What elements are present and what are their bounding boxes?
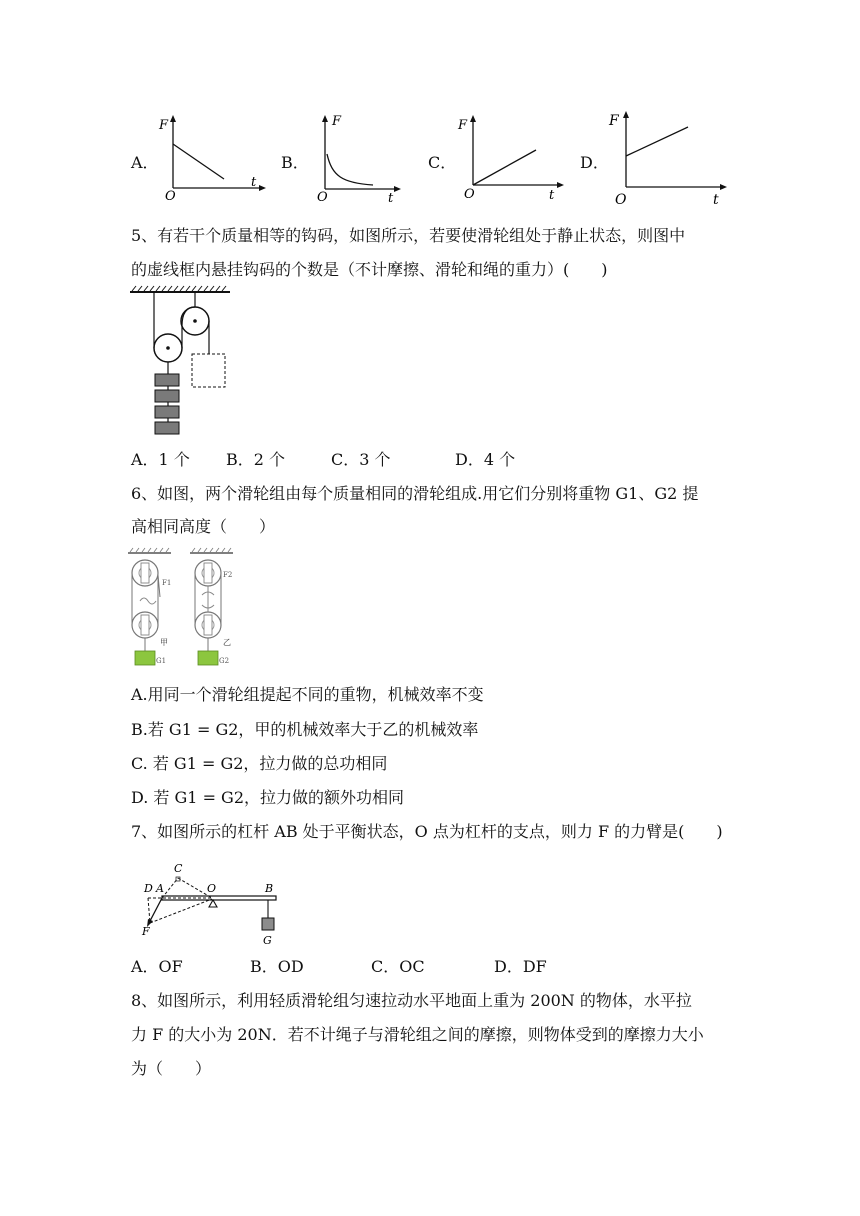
q6-stem-line2: 高相同高度（ ） [131,517,276,536]
q4c-axis-x: t [549,188,555,203]
q4b-axis-y: F [332,114,342,129]
q4-graph-a [155,112,267,204]
q4d-origin: O [615,192,627,206]
q4c-origin: O [464,187,475,202]
q4-option-a-label: A． [131,153,159,172]
q4d-axis-x: t [713,192,719,206]
q4-graph-c [455,112,565,204]
q6-label-yi: 乙 [223,638,231,647]
q6-option-d: D. 若 G1 = G2，拉力做的额外功相同 [131,788,405,807]
q7-label-c: C [174,862,183,875]
q6-stem-line1: 6、如图，两个滑轮组由每个质量相同的滑轮组成.用它们分别将重物 G1、G2 提 [131,484,699,503]
q7-label-g: G [263,934,272,947]
q4a-axis-x: t [251,175,257,190]
q4a-axis-y: F [159,118,169,133]
q6-label-g2: G2 [219,657,230,665]
q7-option-a: A．OF [131,957,183,976]
q5-option-c: C．3 个 [331,450,391,469]
q7-label-f: F [142,925,150,938]
q7-stem-line1: 7、如图所示的杠杆 AB 处于平衡状态，O 点为杠杆的支点，则力 F 的力臂是( ) [131,822,723,841]
q7-option-b: B．OD [250,957,304,976]
q7-lever-figure [138,857,280,949]
q7-label-a: A [156,882,164,895]
q6-option-c: C. 若 G1 = G2，拉力做的总功相同 [131,754,388,773]
q7-option-d: D．DF [494,957,547,976]
q5-option-b: B．2 个 [226,450,286,469]
q4-option-b-label: B． [281,153,309,172]
q4c-axis-y: F [458,118,468,133]
q7-label-o: O [207,882,217,895]
q6-option-b: B.若 G1 = G2，甲的机械效率大于乙的机械效率 [131,720,479,739]
q8-stem-line2: 力 F 的大小为 20N．若不计绳子与滑轮组之间的摩擦，则物体受到的摩擦力大小 [131,1025,704,1044]
q4-graph-b [310,112,402,204]
q5-option-a: A．1 个 [131,450,190,469]
q4-option-d-label: D． [580,153,609,172]
q5-option-d: D．4 个 [455,450,516,469]
q5-stem-line1: 5、有若干个质量相等的钩码，如图所示，若要使滑轮组处于静止状态，则图中 [131,226,686,245]
q6-pulley-figure [126,545,246,669]
q6-label-f2: F2 [223,571,233,579]
q4b-origin: O [317,190,328,204]
q7-label-d: D [144,882,153,895]
q7-label-b: B [265,882,274,895]
q6-label-g1: G1 [156,657,167,665]
q5-stem-line2: 的虚线框内悬挂钩码的个数是（不计摩擦、滑轮和绳的重力）( ) [131,260,608,279]
q5-pulley-figure [128,284,238,438]
q4-option-c-label: C． [428,153,457,172]
q6-option-a: A.用同一个滑轮组提起不同的重物，机械效率不变 [131,685,484,704]
q6-label-f1: F1 [162,579,172,587]
q8-stem-line3: 为（ ） [131,1059,212,1078]
q4d-axis-y: F [609,113,619,129]
q4b-axis-x: t [388,191,394,204]
q8-stem-line1: 8、如图所示，利用轻质滑轮组匀速拉动水平地面上重为 200N 的物体，水平拉 [131,991,692,1010]
q4-graph-d [605,108,729,206]
q4a-origin: O [165,189,176,204]
q6-label-jia: 甲 [160,638,168,647]
q7-option-c: C．OC [371,957,425,976]
